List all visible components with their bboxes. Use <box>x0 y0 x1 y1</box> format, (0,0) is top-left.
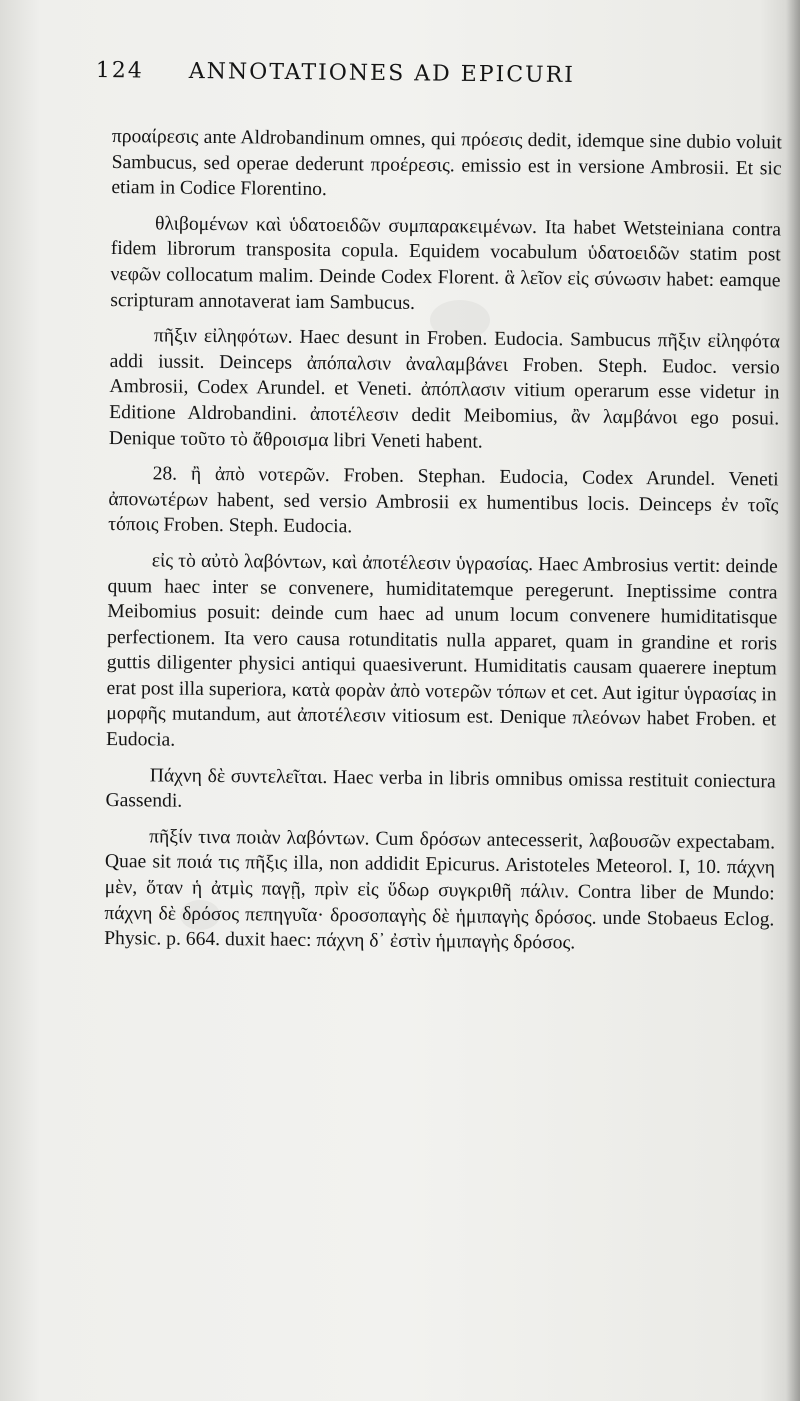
paragraph: θλιβομένων καὶ ὑδατοειδῶν συμπαρακειμένων. Ita habet Wetsteiniana contra fidem librorum transposita copula. Equidem vocabulum ὑδατοειδῶν statim post νεφῶν collocatum malim. Deinde Codex Florent. ἃ λεῖον εἰς σύνωσιν habet: eamque scripturam annotaverat iam Sambucus. <box>110 213 782 314</box>
paragraph: πῆξίν τινα ποιὰν λαβόντων. Cum δρόσων antecesserit, λαβουσῶν expectabam. Quae sit ποιά τις πῆξις illa, non addidit Epicurus. Aristoteles Meteorol. I, 10. πάχνη μὲν, ὅταν ἡ ἀτμὶς παγῇ, πρὶν εἰς ὕδωρ συγκριθῆ πάλιν. Contra liber de Mundo: πάχνη δὲ δρόσος πεπηγυῖα· δροσοπαγὴς δὲ ἡμιπαγὴς δρόσος. unde Stobaeus Eclog. Physic. p. 664. duxit haec: πάχνη δ᾽ ἐστὶν ἡμιπαγὴς δρόσος. <box>104 826 776 954</box>
paragraph: 28. ἢ ἀπὸ νοτερῶν. Froben. Stephan. Eudocia, Codex Arundel. Veneti ἀπονωτέρων habent, sed versio Ambrosii ex humentibus locis. Deinceps ἐν τοῖς τόποις Froben. Steph. Eudocia. <box>108 463 779 538</box>
paragraph: εἰς τὸ αὐτὸ λαβόντων, καὶ ἀποτέλεσιν ὑγρασίας. Haec Ambrosius vertit: deinde quum haec inter se convenere, humiditatemque peregerunt. Ineptissime contra Meibomius posuit: deinde cum haec ad unum locum convenere humiditatisque perfectionem. Ita vero causa rotunditatis nulla apparet, quam in grandine et roris guttis diligenter physici antiqui quaesiverunt. Humiditatis causam quaerere ineptum erat post illa superiora, κατὰ φορὰν ἀπὸ νοτερῶν τόπων et cet. Aut igitur ὑγρασίας in μορφῆς mutandum, aut ἀποτέλεσιν vitiosum est. Denique πλεόνων habet Froben. et Eudocia. <box>105 550 778 751</box>
page-number: 124 <box>95 58 144 84</box>
paragraph: πῆξιν εἰληφότων. Haec desunt in Froben. Eudocia. Sambucus πῆξιν εἰληφότα addi iussit. Deinceps ἀπόπαλσιν ἀναλαμβάνει Froben. Steph. Eudoc. versio Ambrosii, Codex Arundel. et Veneti. ἀπόπλασιν vitium operarum esse videtur in Editione Aldrobandini. ἀποτέλεσιν dedit Meibomius, ἂν λαμβάνοι ego posui. Denique τοῦτο τὸ ἄθροισμα libri Veneti habent. <box>108 325 781 453</box>
running-header <box>96 58 756 90</box>
paragraph: προαίρεσις ante Aldrobandinum omnes, qui πρόεσις dedit, idemque sine dubio voluit Sambucus, sed operae dederunt προέρεσις. emissio est in versione Ambrosii. Et sic etiam in Codice Florentino. <box>111 125 782 201</box>
body-text <box>104 124 782 968</box>
running-title: ANNOTATIONES AD EPICURI <box>188 58 576 89</box>
paragraph: Πάχνη δὲ συντελεῖται. Haec verba in libris omnibus omissa restituit coniectura Gassendi. <box>105 765 776 812</box>
page-edge-shadow <box>786 0 800 1401</box>
